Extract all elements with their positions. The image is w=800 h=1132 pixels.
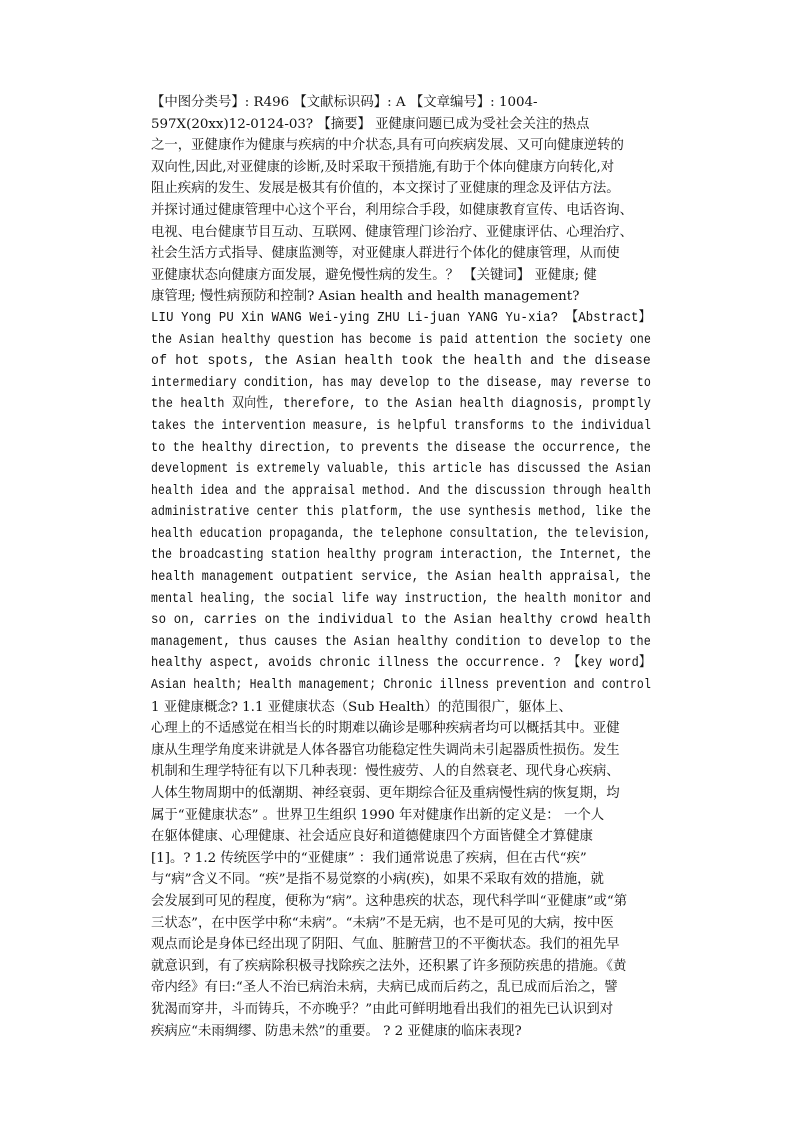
text-line: intermediary condition, has may develop to the disease, may reverse to: [151, 375, 651, 391]
text-line: 之一，亚健康作为健康与疾病的中介状态,具有可向疾病发展、又可向健康逆转的: [151, 138, 624, 154]
text-line: 疾病应“未雨绸缪、防患未然”的重要。 ? 2 亚健康的临床表现?: [151, 1023, 522, 1039]
text-line: 在躯体健康、心理健康、社会适应良好和道德健康四个方面皆健全才算健康: [151, 829, 593, 845]
text-line: 人体生物周期中的低潮期、神经衰弱、更年期综合征及重病慢性病的恢复期，均: [151, 786, 620, 801]
text-line: 电视、电台健康节目互动、互联网、健康管理门诊治疗、亚健康评估、心理治疗、: [151, 224, 634, 240]
text-line: healthy aspect, avoids chronic illness the occurrence. ? 【key word】: [151, 656, 651, 672]
text-line: 社会生活方式指导、健康监测等，对亚健康人群进行个体化的健康管理，从而使: [151, 246, 620, 262]
text-line: 三状态”，在中医学中称“未病”。“未病”不是无病，也不是可见的大病，按中医: [151, 915, 614, 931]
text-line: 597X(20xx)12-0124-03? 【摘要】 亚健康问题已成为受社会关注的热点: [151, 116, 590, 132]
text-line: 康管理; 慢性病预防和控制? Asian health and health management?: [151, 289, 580, 305]
text-line: the Asian healthy question has become is paid attention the society one: [151, 332, 651, 348]
document-page: [151, 92, 651, 1042]
text-line: health idea and the appraisal method. And the discussion through health: [151, 483, 651, 499]
text-line: administrative center this platform, the use synthesis method, like the: [151, 505, 651, 521]
text-line: Asian health; Health management; Chronic illness prevention and control: [151, 678, 651, 694]
text-line: 康从生理学角度来讲就是人体各器官功能稳定性失调尚未引起器质性损伤。发生: [151, 742, 620, 758]
text-line: 与“病”含义不同。“疾”是指不易觉察的小病(疾)，如果不采取有效的措施，就: [151, 872, 604, 888]
text-line: so on, carries on the individual to the Asian healthy crowd health: [151, 613, 651, 629]
text-line: mental healing, the social life way instruction, the health monitor and: [151, 591, 651, 607]
text-line: LIU Yong PU Xin WANG Wei-ying ZHU Li-juan YANG Yu-xia? 【Abstract】: [151, 310, 651, 326]
text-line: development is extremely valuable, this article has discussed the Asian: [151, 462, 651, 478]
text-line: of hot spots, the Asian health took the health and the disease: [151, 354, 651, 370]
text-line: 阻止疾病的发生、发展是极其有价值的，本文探讨了亚健康的理念及评估方法。: [151, 181, 620, 197]
text-line: the broadcasting station healthy program interaction, the Internet, the: [151, 548, 651, 564]
text-line: 帝内经》有曰:“圣人不治已病治未病，夫病已成而后药之，乱已成而后治之，譬: [151, 980, 618, 996]
text-line: 就意识到，有了疾病除积极寻找除疾之法外，还积累了许多预防疾患的措施。《黄: [151, 958, 627, 974]
text-line: the health 双向性, therefore, to the Asian health diagnosis, promptly: [151, 397, 651, 413]
text-line: 会发展到可见的程度，便称为“病”。这种患疾的状态，现代科学叫“亚健康”或“第: [151, 893, 628, 909]
text-line: 亚健康状态向健康方面发展，避免慢性病的发生。？ 【关键词】 亚健康; 健: [151, 267, 597, 283]
text-line: 双向性,因此,对亚健康的诊断,及时采取干预措施,有助于个体向健康方向转化,对: [151, 159, 615, 175]
text-line: 心理上的不适感觉在相当长的时期难以确诊是哪种疾病者均可以概括其中。亚健: [151, 721, 620, 737]
text-line: management, thus causes the Asian healthy condition to develop to the: [151, 634, 651, 650]
text-line: health education propaganda, the telephone consultation, the television,: [151, 526, 651, 542]
text-line: 机制和生理学特征有以下几种表现：慢性疲劳、人的自然衰老、现代身心疾病、: [151, 764, 620, 780]
text-line: to the healthy direction, to prevents the disease the occurrence, the: [151, 440, 651, 456]
text-line: 犹渴而穿井，斗而铸兵，不亦晚乎？”由此可鲜明地看出我们的祖先已认识到对: [151, 1001, 614, 1017]
text-line: [1]。? 1.2 传统医学中的“亚健康” ：我们通常说患了疾病，但在古代“疾”: [151, 850, 587, 866]
text-line: health management outpatient service, the Asian health appraisal, the: [151, 570, 651, 586]
text-line: 【中图分类号】: R496 【文献标识码】: A 【文章编号】: 1004-: [151, 95, 538, 110]
text-line: 属于“亚健康状态” 。世界卫生组织 1990 年对健康作出新的定义是： 一个人: [151, 807, 605, 823]
text-line: 观点而论是身体已经出现了阴阳、气血、脏腑营卫的不平衡状态。我们的祖先早: [151, 937, 620, 953]
text-line: takes the intervention measure, is helpful transforms to the individual: [151, 418, 651, 434]
text-line: 1 亚健康概念? 1.1 亚健康状态（Sub Health）的范围很广，躯体上、: [151, 699, 572, 715]
text-line: 并探讨通过健康管理中心这个平台，利用综合手段，如健康教育宣传、电话咨询、: [151, 202, 634, 218]
